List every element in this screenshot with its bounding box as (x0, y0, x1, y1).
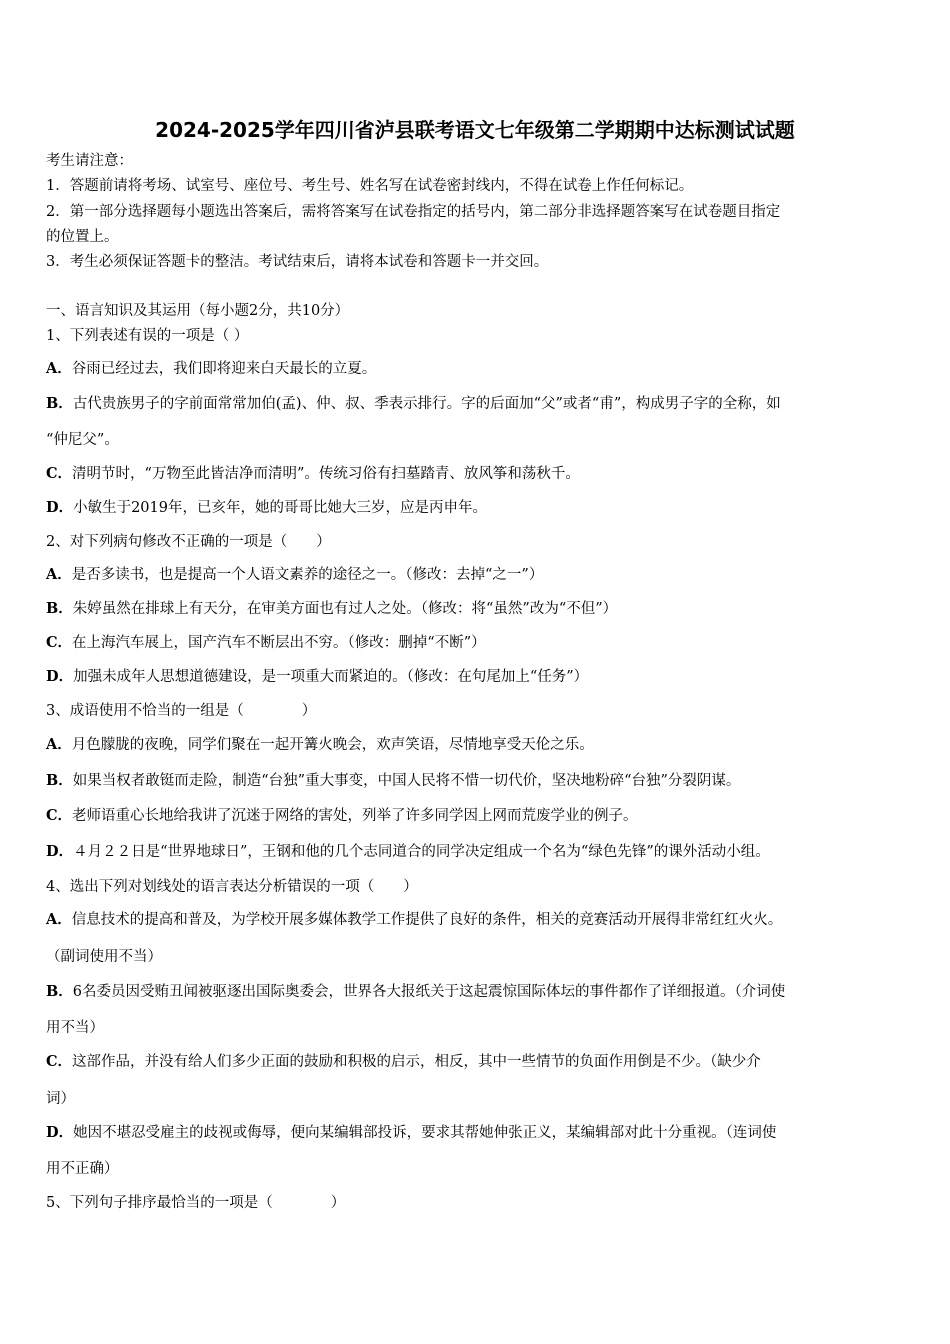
option-letter: D． (46, 843, 74, 860)
option-letter: C． (46, 807, 73, 824)
option-text: 古代贵族男子的字前面常常加伯(孟)、仲、叔、季表示排行。字的后面加“父”或者“甫”，构成男子字的全称，如 (72, 396, 781, 412)
question-3-stem: 3、成语使用不恰当的一组是（ ） (46, 703, 317, 719)
question-4-option-b (46, 982, 908, 1002)
option-text: 是否多读书，也是提高一个人语文素养的途径之一。（修改：去掉“之一”） (71, 567, 544, 583)
option-text: 朱婷虽然在排球上有天分，在审美方面也有过人之处。（修改：将“虽然”改为“不但”） (72, 601, 618, 617)
question-4-option-c (46, 1052, 908, 1072)
option-letter: C． (46, 465, 73, 482)
option-text: 如果当权者敢铤而走险，制造“台独”重大事变，中国人民将不惜一切代价，坚决地粉碎“台独”分裂阴谋。 (72, 773, 741, 789)
option-letter: C． (46, 1053, 73, 1070)
question-4-option-d-cont: 用不正确） (46, 1161, 119, 1177)
option-letter: B． (46, 395, 73, 412)
option-text: 老师语重心长地给我讲了沉迷于网络的害处，列举了许多同学因上网而荒废学业的例子。 (72, 808, 638, 824)
question-1-stem: 1、下列表述有误的一项是（ ） (46, 328, 249, 344)
page-title: 2024-2025学年四川省泸县联考语文七年级第二学期期中达标测试试题 (155, 118, 795, 142)
question-2-option-d (46, 667, 908, 687)
question-2-option-a (46, 565, 908, 585)
option-letter: B． (46, 600, 73, 617)
question-2-stem: 2、对下列病句修改不正确的一项是（ ） (46, 534, 331, 550)
notice-item-2: 2．第一部分选择题每小题选出答案后，需将答案写在试卷指定的括号内，第二部分非选择题答案写在试卷题目指定 (46, 204, 781, 220)
option-text: 她因不堪忍受雇主的歧视或侮辱，便向某编辑部投诉，要求其帮她伸张正义，某编辑部对此十分重视。（连词使 (73, 1125, 777, 1141)
section-heading: 一、语言知识及其运用（每小题2分，共10分） (46, 303, 350, 319)
question-4-option-d (46, 1123, 908, 1143)
question-2-option-c (46, 633, 908, 653)
notice-heading: 考生请注意： (46, 153, 133, 169)
option-text: 加强未成年人思想道德建设，是一项重大而紧迫的。（修改：在句尾加上“任务”） (73, 669, 589, 685)
question-4-option-a (46, 910, 908, 930)
notice-item-1: 1．答题前请将考场、试室号、座位号、考生号、姓名写在试卷密封线内，不得在试卷上作任何标记。 (46, 178, 694, 194)
question-5-stem: 5、下列句子排序最恰当的一项是（ ） (46, 1195, 346, 1211)
option-letter: D． (46, 668, 74, 685)
question-4-option-c-cont: 词） (46, 1091, 75, 1107)
option-letter: A． (46, 736, 72, 753)
question-3-option-d (46, 842, 908, 862)
notice-item-3: 3．考生必须保证答题卡的整洁。考试结束后，请将本试卷和答题卡一并交回。 (46, 254, 549, 270)
option-text: 这部作品，并没有给人们多少正面的鼓励和积极的启示，相反，其中一些情节的负面作用倒是不少。（缺少介 (72, 1054, 761, 1070)
option-text: 6名委员因受贿丑闻被驱逐出国际奥委会，世界各大报纸关于这起震惊国际体坛的事件都作了详细报道。（介词使 (72, 984, 786, 1000)
option-letter: A． (46, 911, 72, 928)
question-4-option-b-cont: 用不当） (46, 1020, 104, 1036)
question-1-option-a (46, 359, 908, 379)
option-text: 小敏生于2019年，已亥年，她的哥哥比她大三岁，应是丙申年。 (73, 500, 487, 516)
question-3-option-a (46, 735, 908, 755)
question-1-option-c (46, 464, 908, 484)
option-letter: D． (46, 499, 74, 516)
option-text: ４月２２日是“世界地球日”，王钢和他的几个志同道合的同学决定组成一个名为“绿色先锋”的课外活动小组。 (73, 844, 770, 860)
option-text: 谷雨已经过去，我们即将迎来白天最长的立夏。 (71, 361, 377, 377)
notice-item-2-cont: 的位置上。 (46, 229, 119, 245)
question-2-option-b (46, 599, 908, 619)
option-letter: A． (46, 566, 72, 583)
question-3-option-c (46, 806, 908, 826)
option-letter: D． (46, 1124, 74, 1141)
question-1-option-b-cont: “仲尼父”。 (46, 432, 119, 448)
option-text: 清明节时，“万物至此皆洁净而清明”。传统习俗有扫墓踏青、放风筝和荡秋千。 (72, 466, 580, 482)
option-letter: B． (46, 772, 73, 789)
option-text: 在上海汽车展上，国产汽车不断层出不穷。（修改：删掉“不断”） (72, 635, 486, 651)
option-letter: C． (46, 634, 73, 651)
option-letter: A． (46, 360, 72, 377)
question-4-option-a-cont: （副词使用不当） (46, 949, 162, 965)
option-letter: B． (46, 983, 73, 1000)
question-1-option-b (46, 394, 908, 414)
option-text: 月色朦胧的夜晚，同学们聚在一起开篝火晚会，欢声笑语，尽情地享受天伦之乐。 (71, 737, 594, 753)
question-3-option-b (46, 771, 908, 791)
option-text: 信息技术的提高和普及，为学校开展多媒体教学工作提供了良好的条件，相关的竞赛活动开展得非常红红火火。 (71, 912, 783, 928)
question-1-option-d (46, 498, 908, 518)
question-4-stem: 4、选出下列对划线处的语言表达分析错误的一项（ ） (46, 879, 418, 895)
